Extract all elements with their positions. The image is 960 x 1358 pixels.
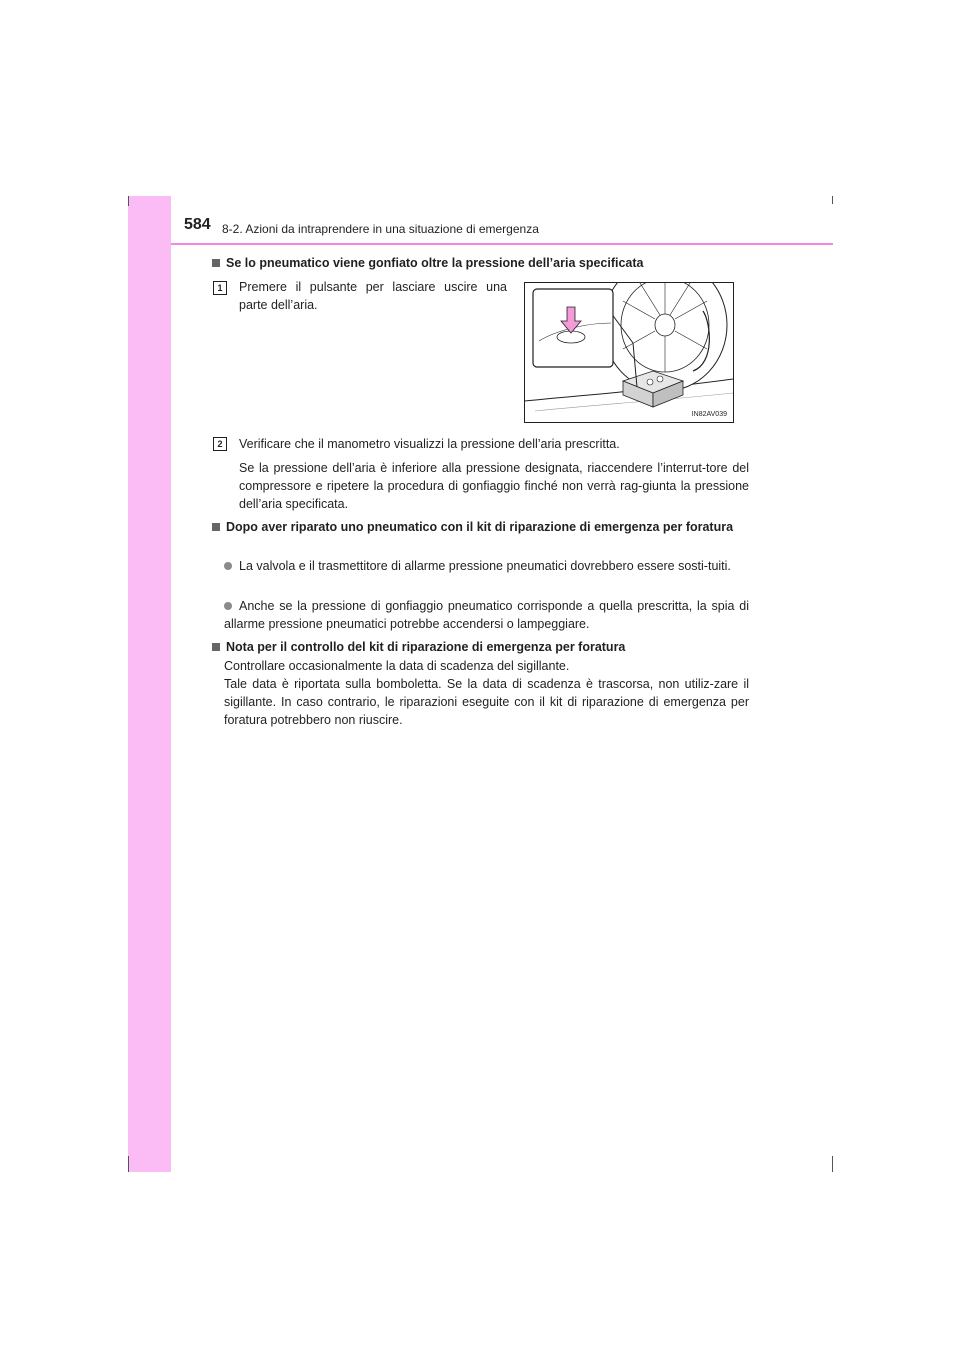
illustration [524, 282, 734, 423]
section-heading-text: Dopo aver riparato uno pneumatico con il kit di riparazione di emergenza per foratura [226, 520, 734, 534]
square-bullet-icon [212, 523, 220, 531]
step-badge: 1 [213, 281, 227, 295]
paragraph: Controllare occasionalmente la data di scadenza del sigillante. [224, 659, 570, 673]
crop-line [128, 1156, 129, 1172]
list-item [224, 597, 749, 633]
step-note: Se la pressione dell’aria è inferiore alla pressione designata, riaccendere l’interrut-tore del compressore e ripetere la procedura di gonfiaggio finché non verrà rag-giunta la pressione dell’aria specificata. [239, 461, 749, 511]
section-heading [212, 254, 749, 272]
side-tab [128, 196, 171, 1172]
square-bullet-icon [212, 643, 220, 651]
chapter-title: 8-2. Azioni da intraprendere in una situazione di emergenza [222, 222, 539, 236]
section-heading-text: Nota per il controllo del kit di riparazione di emergenza per foratura [226, 640, 626, 654]
tire-inflator-illustration [525, 283, 733, 422]
section-heading [212, 638, 749, 656]
illustration-code: IN82AV039 [691, 411, 727, 418]
crop-line [128, 196, 129, 206]
circle-bullet-icon [224, 602, 232, 610]
paragraph: Tale data è riportata sulla bomboletta. Se la data di scadenza è trascorsa, non utiliz-zare il sigillante. In caso contrario, le riparazioni eseguite con il kit di riparazione di emergenza per foratura potrebbero non riuscire. [224, 677, 749, 727]
crop-mark [832, 1156, 833, 1172]
list-item-text: Anche se la pressione di gonfiaggio pneumatico corrisponde a quella prescritta, la spia di allarme pressione pneumatici potrebbe accendersi o lampeggiare. [224, 599, 749, 631]
square-bullet-icon [212, 259, 220, 267]
header-rule [171, 243, 833, 245]
step-text: Premere il pulsante per lasciare uscire una parte dell’aria. [239, 280, 507, 312]
section-heading-text: Se lo pneumatico viene gonfiato oltre la pressione dell’aria specificata [226, 256, 644, 270]
list-item-text: La valvola e il trasmettitore di allarme pressione pneumatici dovrebbero essere sosti-tuiti. [239, 559, 731, 573]
circle-bullet-icon [224, 562, 232, 570]
section-heading [212, 518, 749, 536]
step-text: Verificare che il manometro visualizzi la pressione dell’aria prescritta. [239, 437, 620, 451]
list-item [224, 557, 749, 575]
step-badge: 2 [213, 437, 227, 451]
page-number: 584 [184, 216, 211, 233]
crop-mark [832, 196, 833, 204]
